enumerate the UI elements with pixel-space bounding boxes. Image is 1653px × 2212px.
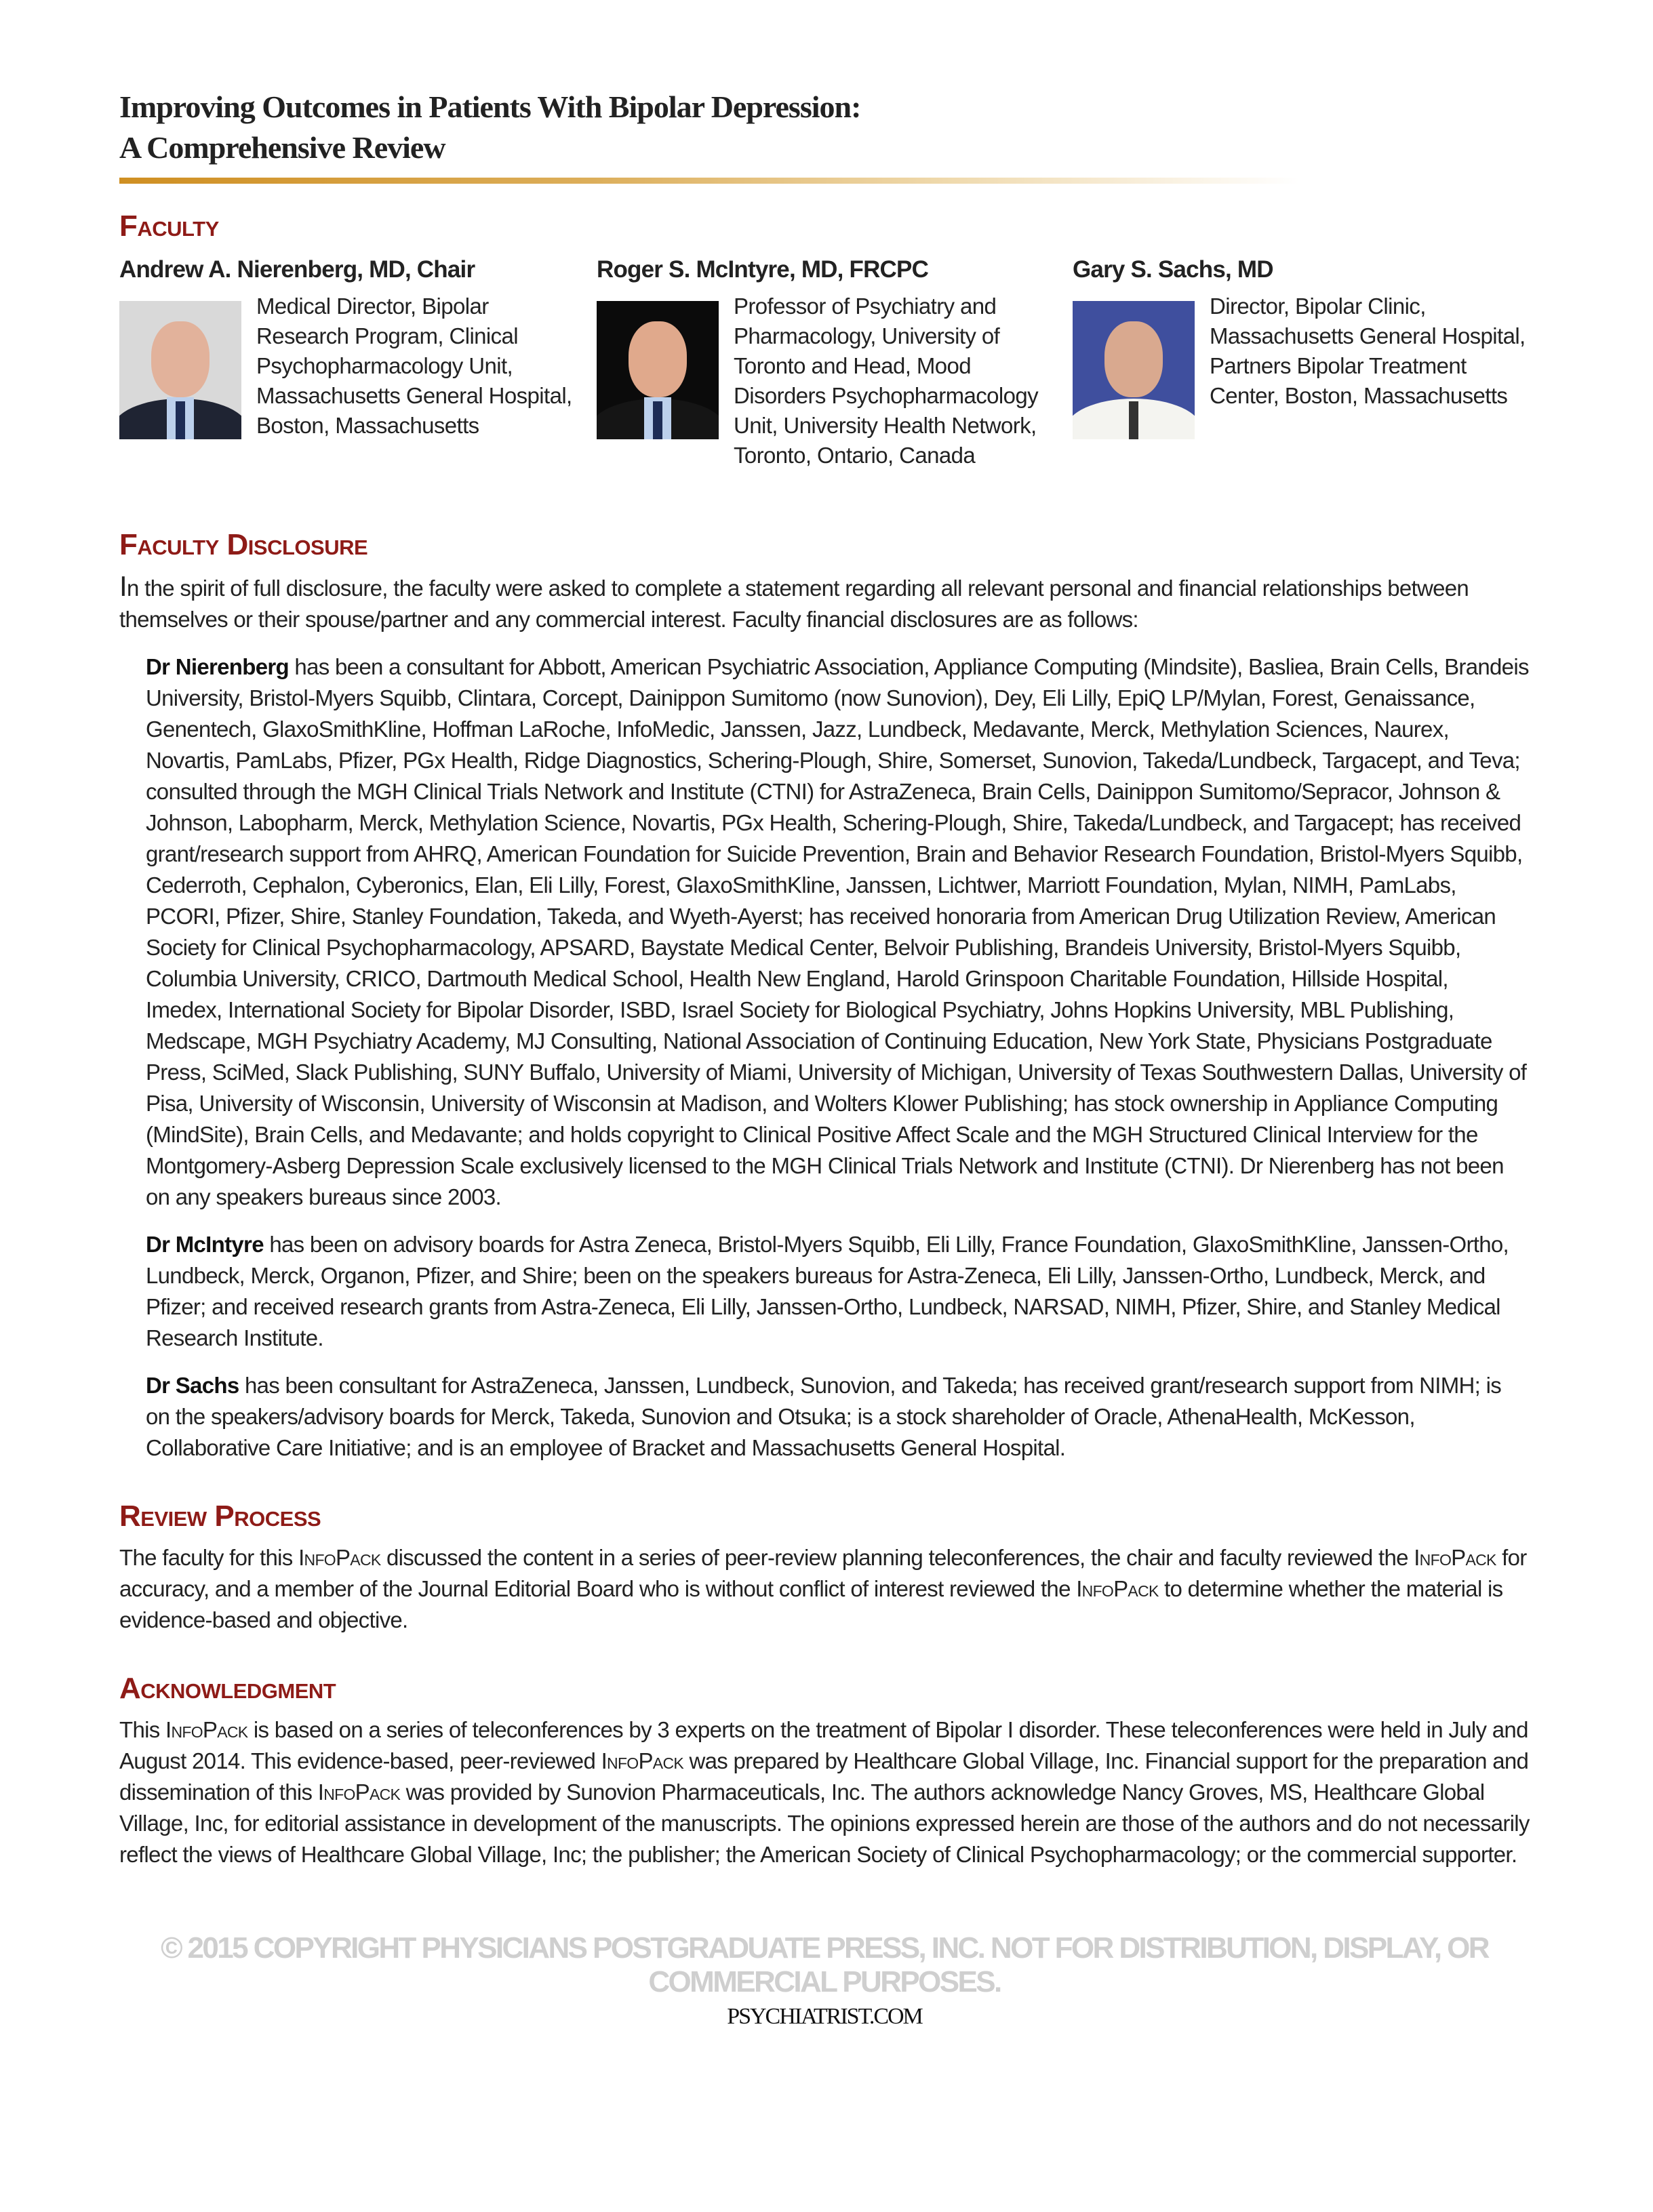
faculty-name: Gary S. Sachs, MD [1073,256,1273,283]
disclosure-text: has been consultant for AstraZeneca, Janssen, Lundbeck, Sunovion, and Takeda; has received grant/research support from NIMH; is on the speakers/advisory boards for Merck, Takeda, Sunovion and Otsuka; is a stock shareholder of Oracle, AthenaHealth, McKesson, Collaborative Care Initiative; and is an employee of Bracket and Massachusetts General Hospital. [146,1373,1502,1460]
acknowledgment-text [119,1714,1530,1870]
faculty-bio: Professor of Psychiatry and Pharmacology, University of Toronto and Head, Mood Disorders Psychopharmacology Unit, University Health Network, Toronto, Ontario, Canada [734,294,1039,468]
infopack-text: InfoPack [1076,1576,1159,1601]
faculty-bio: Medical Director, Bipolar Research Program, Clinical Psychopharmacology Unit, Massachusetts General Hospital, Boston, Massachusetts [256,294,572,438]
site-footer: PSYCHIATRIST.COM [727,2004,922,2029]
faculty-disclosure-heading: Faculty Disclosure [119,528,368,561]
text: was provided by Sunovion Pharmaceuticals, Inc. The authors acknowledge Nancy Groves, MS, Healthcare Global Village, Inc, for editorial assistance in development of the manuscripts. The opinions expressed herein are those of the authors and do not necessarily reflect the views of Healthcare Global Village, Inc; the publisher; the American Society of Clinical Psychopharmacology; or the commercial supporter. [119,1779,1530,1867]
faculty-photo [1073,301,1195,439]
faculty-bio: Director, Bipolar Clinic, Massachusetts General Hospital, Partners Bipolar Treatment Center, Boston, Massachusetts [1210,294,1526,408]
faculty-name: Andrew A. Nierenberg, MD, Chair [119,256,475,283]
disclosure-intro: In the spirit of full disclosure, the faculty were asked to complete a statement regarding all relevant personal and financial relationships between themselves or their spouse/partner and any commercial interest. Faculty financial disclosures are as follows: [119,570,1469,632]
disclosure-mcintyre [146,1229,1530,1354]
faculty-member [597,256,1044,468]
text: The faculty for this [119,1545,299,1570]
disclosure-sachs [146,1370,1530,1464]
faculty-member [1073,256,1526,408]
text: to determine whether the material is evidence-based and objective. [119,1576,1503,1632]
text: This [119,1717,166,1742]
infopack-text: InfoPack [298,1545,381,1570]
title-line-2: A Comprehensive Review [119,130,445,165]
infopack-text: InfoPack [317,1779,401,1805]
infopack-text: InfoPack [601,1748,683,1773]
text: for accuracy, and a member of the Journal Editorial Board who is without conflict of interest reviewed the [119,1545,1527,1601]
disclosure-name: Dr Nierenberg [146,654,289,679]
disclosure-intro-text: n the spirit of full disclosure, the faculty were asked to complete a statement regarding all relevant personal and financial relationships between themselves or their spouse/partner and any commercial interest. Faculty financial disclosures are as follows: [119,576,1469,632]
text: discussed the content in a series of peer-review planning teleconferences, the chair and faculty reviewed the [380,1545,1414,1570]
disclosure-name: Dr Sachs [146,1373,239,1398]
faculty-photo [597,301,719,439]
infopack-text: InfoPack [1414,1545,1496,1570]
faculty-photo [119,301,241,439]
disclosure-text: has been on advisory boards for Astra Zeneca, Bristol-Myers Squibb, Eli Lilly, France Foundation, GlaxoSmithKline, Janssen-Ortho, Lundbeck, Merck, Organon, Pfizer, and Shire; been on the speakers bureaus for Astra-Zeneca, Eli Lilly, Janssen-Ortho, Lundbeck, Merck, and Pfizer; and received research grants from Astra-Zeneca, Eli Lilly, Janssen-Ortho, Lundbeck, NARSAD, NIMH, Pfizer, Shire, and Stanley Medical Research Institute. [146,1232,1509,1350]
text: was prepared by Healthcare Global Village, Inc. Financial support for the preparation and dissemination of this [119,1748,1529,1805]
faculty-heading: Faculty [119,209,219,243]
faculty-member [119,256,572,438]
body-content [119,526,1530,2030]
text: is based on a series of teleconferences by 3 experts on the treatment of Bipolar I disorder. These teleconferences were held in July and August 2014. This evidence-based, peer-reviewed [119,1717,1528,1773]
disclosure-text: has been a consultant for Abbott, American Psychiatric Association, Appliance Computing (Mindsite), Basliea, Brain Cells, Brandeis University, Bristol-Myers Squibb, Clintara, Corcept, Dainippon Sumitomo (now Sunovion), Dey, Eli Lilly, EpiQ LP/Mylan, Forest, Genaissance, Genentech, GlaxoSmithKline, Hoffman LaRoche, InfoMedic, Janssen, Jazz, Lundbeck, Medavante, Merck, Methylation Sciences, Naurex, Novartis, PamLabs, Pfizer, PGx Health, Ridge Diagnostics, Schering-Plough, Shire, Somerset, Sunovion, Takeda/Lundbeck, Targacept, and Teva; consulted through the MGH Clinical Trials Network and Institute (CTNI) for AstraZeneca, Brain Cells, Dainippon Sumitomo/Sepracor, Johnson & Johnson, Labopharm, Merck, Methylation Science, Novartis, PGx Health, Schering-Plough, Shire, Takeda/Lundbeck, and Targacept; has received grant/research support from AHRQ, American Foundation for Suicide Prevention, Brain and Behavior Research Foundation, Bristol-Myers Squibb, Cederroth, Cephalon, Cyberonics, Elan, Eli Lilly, Forest, GlaxoSmithKline, Janssen, Lichtwer, Marriott Foundation, Mylan, NIMH, PamLabs, PCORI, Pfizer, Shire, Stanley Foundation, Takeda, and Wyeth-Ayerst; has received honoraria from American Drug Utilization Review, American Society for Clinical Psychopharmacology, APSARD, Baystate Medical Center, Belvoir Publishing, Brandeis University, Bristol-Myers Squibb, Columbia University, CRICO, Dartmouth Medical School, Health New England, Harold Grinspoon Charitable Foundation, Hillside Hospital, Imedex, International Society for Bipolar Disorder, ISBD, Israel Society for Biological Psychiatry, Johns Hopkins University, MBL Publishing, Medscape, MGH Psychiatry Academy, MJ Consulting, National Association of Continuing Education, New York State, Physicians Postgraduate Press, SciMed, Slack Publishing, SUNY Buffalo, University of Miami, University of Michigan, University of Texas Southwestern Dallas, University of Pisa, University of Wisconsin, University of Wisconsin at Madison, and Wolters Klower Publishing; has stock ownership in Appliance Computing (MindSite), Brain Cells, and Medavante; and holds copyright to Clinical Positive Affect Scale and the MGH Structured Clinical Interview for the Montgomery-Asberg Depression Scale exclusively licensed to the MGH Clinical Trials Network and Institute (CTNI). Dr Nierenberg has not been on any speakers bureaus since 2003. [146,654,1529,1209]
gold-divider [119,178,1299,184]
disclosure-name: Dr McIntyre [146,1232,264,1257]
disclosure-nierenberg [146,651,1530,1213]
review-process-text [119,1542,1530,1636]
review-process-heading: Review Process [119,1500,321,1533]
copyright-watermark: © 2015 COPYRIGHT PHYSICIANS POSTGRADUATE PRESS, INC. NOT FOR DISTRIBUTION, DISPLAY, OR COMMERCIAL PURPOSES. [161,1931,1488,1998]
page-footer [119,1931,1530,2030]
acknowledgment-heading: Acknowledgment [119,1672,336,1705]
page-title [119,87,860,168]
faculty-name: Roger S. McIntyre, MD, FRCPC [597,256,929,283]
title-line-1: Improving Outcomes in Patients With Bipolar Depression: [119,89,861,124]
infopack-text: InfoPack [165,1717,248,1742]
